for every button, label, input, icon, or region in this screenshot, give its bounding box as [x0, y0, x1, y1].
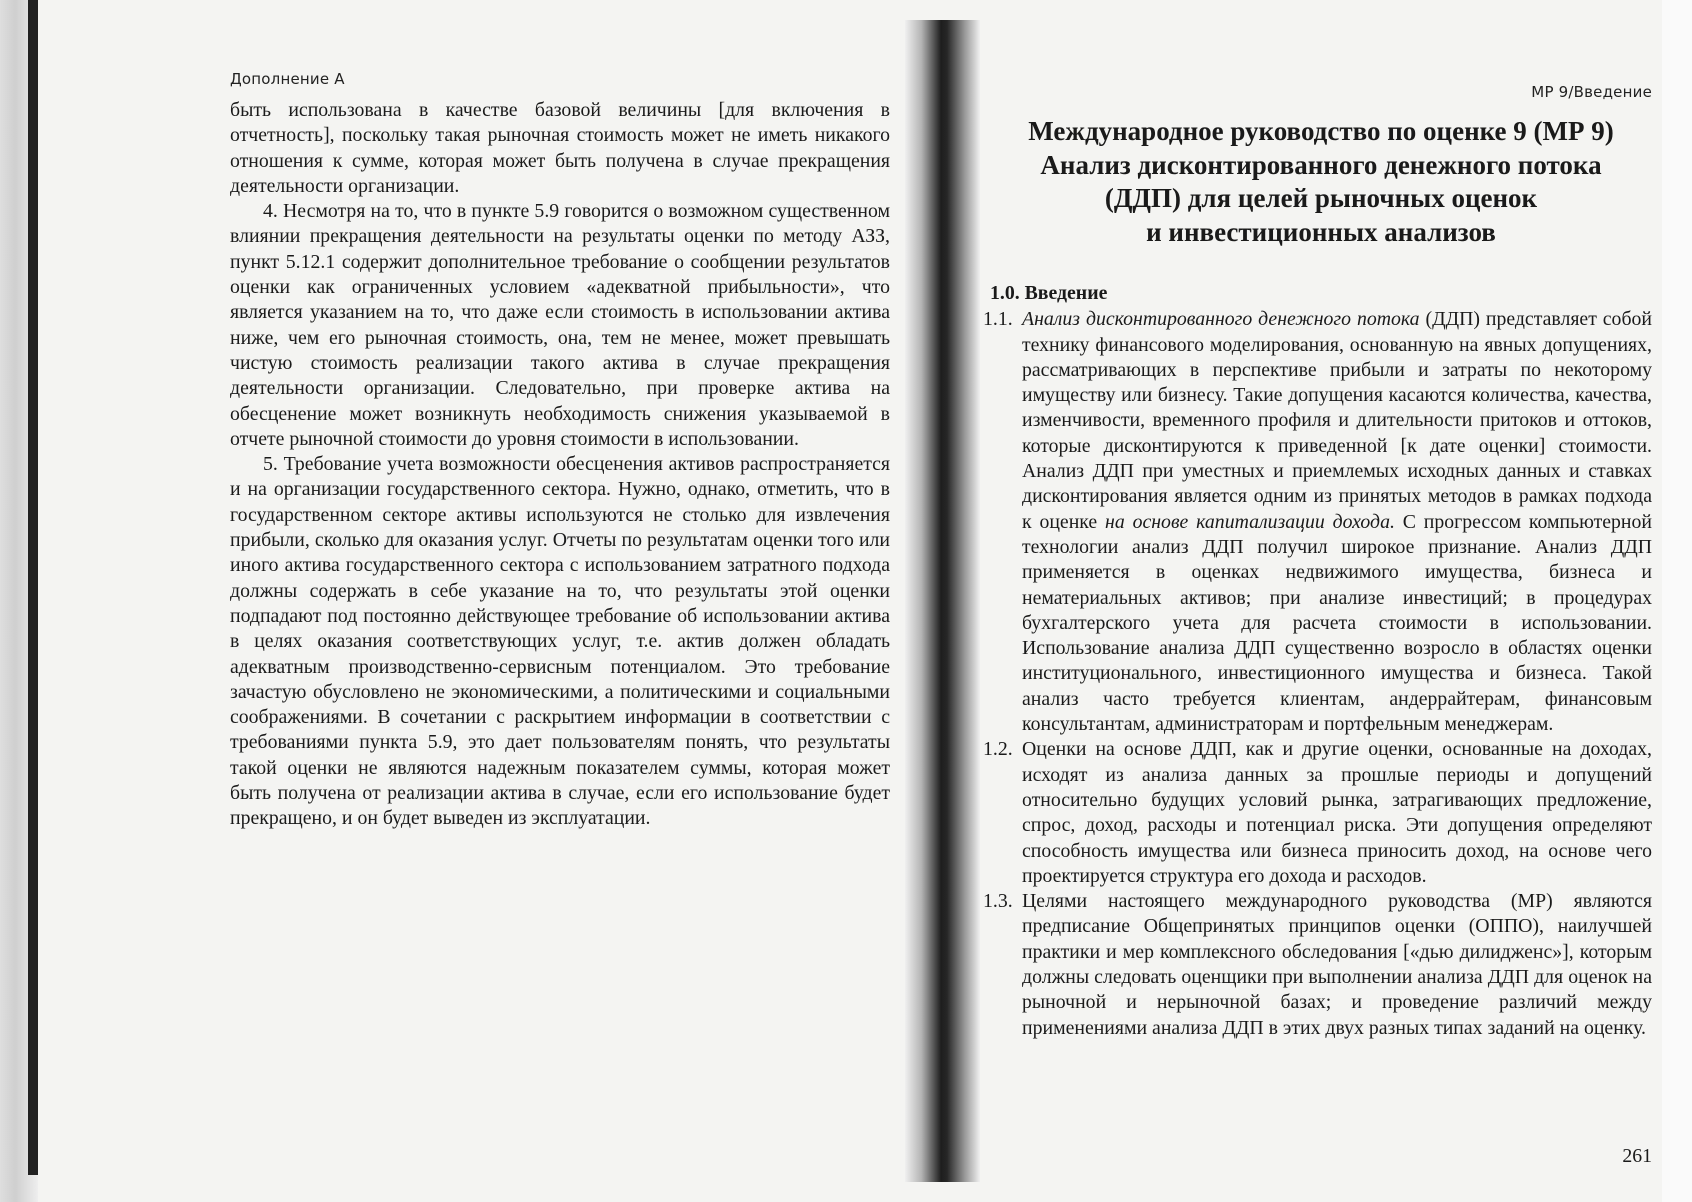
title-line-2: Анализ дисконтированного денежного потока	[1040, 149, 1602, 180]
paragraph-4: 4. Несмотря на то, что в пункте 5.9 говорится о возможном существенном влиянии прекращения деятельности на результаты оценки по методу АЗЗ, пункт 5.12.1 содержит дополнительное требование о сообщении результатов оценки как ограниченных условием «адекватной прибыльности», что является указанием на то, что даже если стоимость в использовании актива ниже, чем его рыночная стоимость, она, тем не менее, может превышать чистую стоимость реализации такого актива в случае прекращения деятельности организации. Следовательно, при проверке актива на обесценение может возникнуть необходимость снижения указываемой в отчете рыночной стоимости до уровня стоимости в использовании.	[230, 200, 890, 450]
title-line-3: (ДДП) для целей рыночных оценок	[1104, 183, 1538, 213]
book-gutter-shadow	[905, 20, 980, 1182]
document-title	[990, 115, 1652, 249]
left-page-body	[230, 98, 890, 832]
scan-edge-right	[1662, 0, 1692, 1202]
item-number: 1.1.	[983, 308, 1013, 331]
running-head-right: МР 9/Введение	[1531, 83, 1652, 101]
page-number: 261	[1622, 1145, 1652, 1167]
scan-shadow	[28, 0, 38, 1175]
item-1-1	[983, 307, 1652, 737]
italic-term: на основе капитализации дохода.	[1105, 510, 1395, 533]
item-number: 1.3.	[983, 890, 1013, 913]
italic-term: Анализ дисконтированного денежного потока	[1022, 308, 1420, 331]
item-text: С прогрессом компьютерной технологии анализ ДДП получил широкое признание. Анализ ДДП применяется в оценках недвижимого имущества, бизнеса и нематериальных активов; при анализе инвестиций; в процедурах бухгалтерского учета для расчета стоимости в использовании. Использование анализа ДДП существенно возросло в областях оценки институционального, инвестиционного имущества и бизнеса. Такой анализ часто требуется клиентам, андеррайтерам, финансовым консультантам, администраторам и портфельным менеджерам.	[1022, 510, 1652, 736]
item-number: 1.2.	[983, 738, 1013, 761]
paragraph-continuation: быть использована в качестве базовой величины [для включения в отчетность], поскольку такая рыночная стоимость может не иметь никакого отношения к сумме, которая может быть получена в случае прекращения деятельности организации.	[230, 99, 890, 197]
item-text: (ДДП) представляет собой технику финансового моделирования, основанную на явных допущениях, рассматривающих в перспективе прибыли и затраты по некоторому имуществу или бизнесу. Такие допущения касаются количества, качества, изменчивости, временного профиля и длительности притоков и оттоков, которые дисконтируются к приведенной [к дате оценки] стоимости. Анализ ДДП при уместных и приемлемых исходных данных и ставках дисконтирования является одним из принятых методов в рамках подхода к оценке	[1022, 308, 1652, 533]
left-page	[230, 60, 890, 832]
item-1-3	[983, 889, 1652, 1041]
item-text: Оценки на основе ДДП, как и другие оценки, основанные на доходах, исходят из анализа данных за прошлые периоды и допущений относительно будущих условий рынка, затрагивающих предложение, спрос, доход, расходы и потенциал риска. Эти допущения определяют способность имущества или бизнеса приносить доход, на основе чего проектируется структура его дохода и расходов.	[1022, 738, 1652, 887]
section-heading: 1.0. Введение	[990, 282, 1108, 304]
item-1-2	[983, 737, 1652, 889]
running-head-left: Дополнение А	[230, 70, 345, 88]
paragraph-5: 5. Требование учета возможности обесценения активов распространяется и на организации государственного сектора. Нужно, однако, отметить, что в государственном секторе активы используются не столько для извлечения прибыли, сколько для оказания услуг. Отчеты по результатам оценки того или иного актива государственного сектора с использованием затратного подхода должны содержать в себе указание на то, что результаты этой оценки подпадают под постоянно действующее требование об использовании актива в целях оказания соответствующих услуг, т.е. актив должен обладать адекватным производственно-сервисным потенциалом. Это требование зачастую обусловлено не экономическими, а политическими и социальными соображениями. В сочетании с раскрытием информации в соответствии с требованиями пункта 5.9, это дает пользователям понять, что результаты такой оценки не являются надежным показателем суммы, которая может быть получена от реализации актива в случае, если его использование будет прекращено, и он будет выведен из эксплуатации.	[230, 453, 890, 830]
title-line-4: и инвестиционных анализов	[1146, 216, 1496, 247]
title-line-1: Международное руководство по оценке 9 (МР 9)	[1028, 116, 1614, 146]
item-text: Целями настоящего международного руководства (МР) являются предписание Общепринятых принципов оценки (ОППО), наилучшей практики и мер комплексного обследования [«дью дилидженс»], которым должны следовать оценщики при выполнении анализа ДДП для оценок на рыночной и нерыночной базах; и проведение различий между применениями анализа ДДП в этих двух разных типах заданий на оценку.	[1022, 890, 1652, 1039]
right-page	[983, 75, 1652, 1167]
